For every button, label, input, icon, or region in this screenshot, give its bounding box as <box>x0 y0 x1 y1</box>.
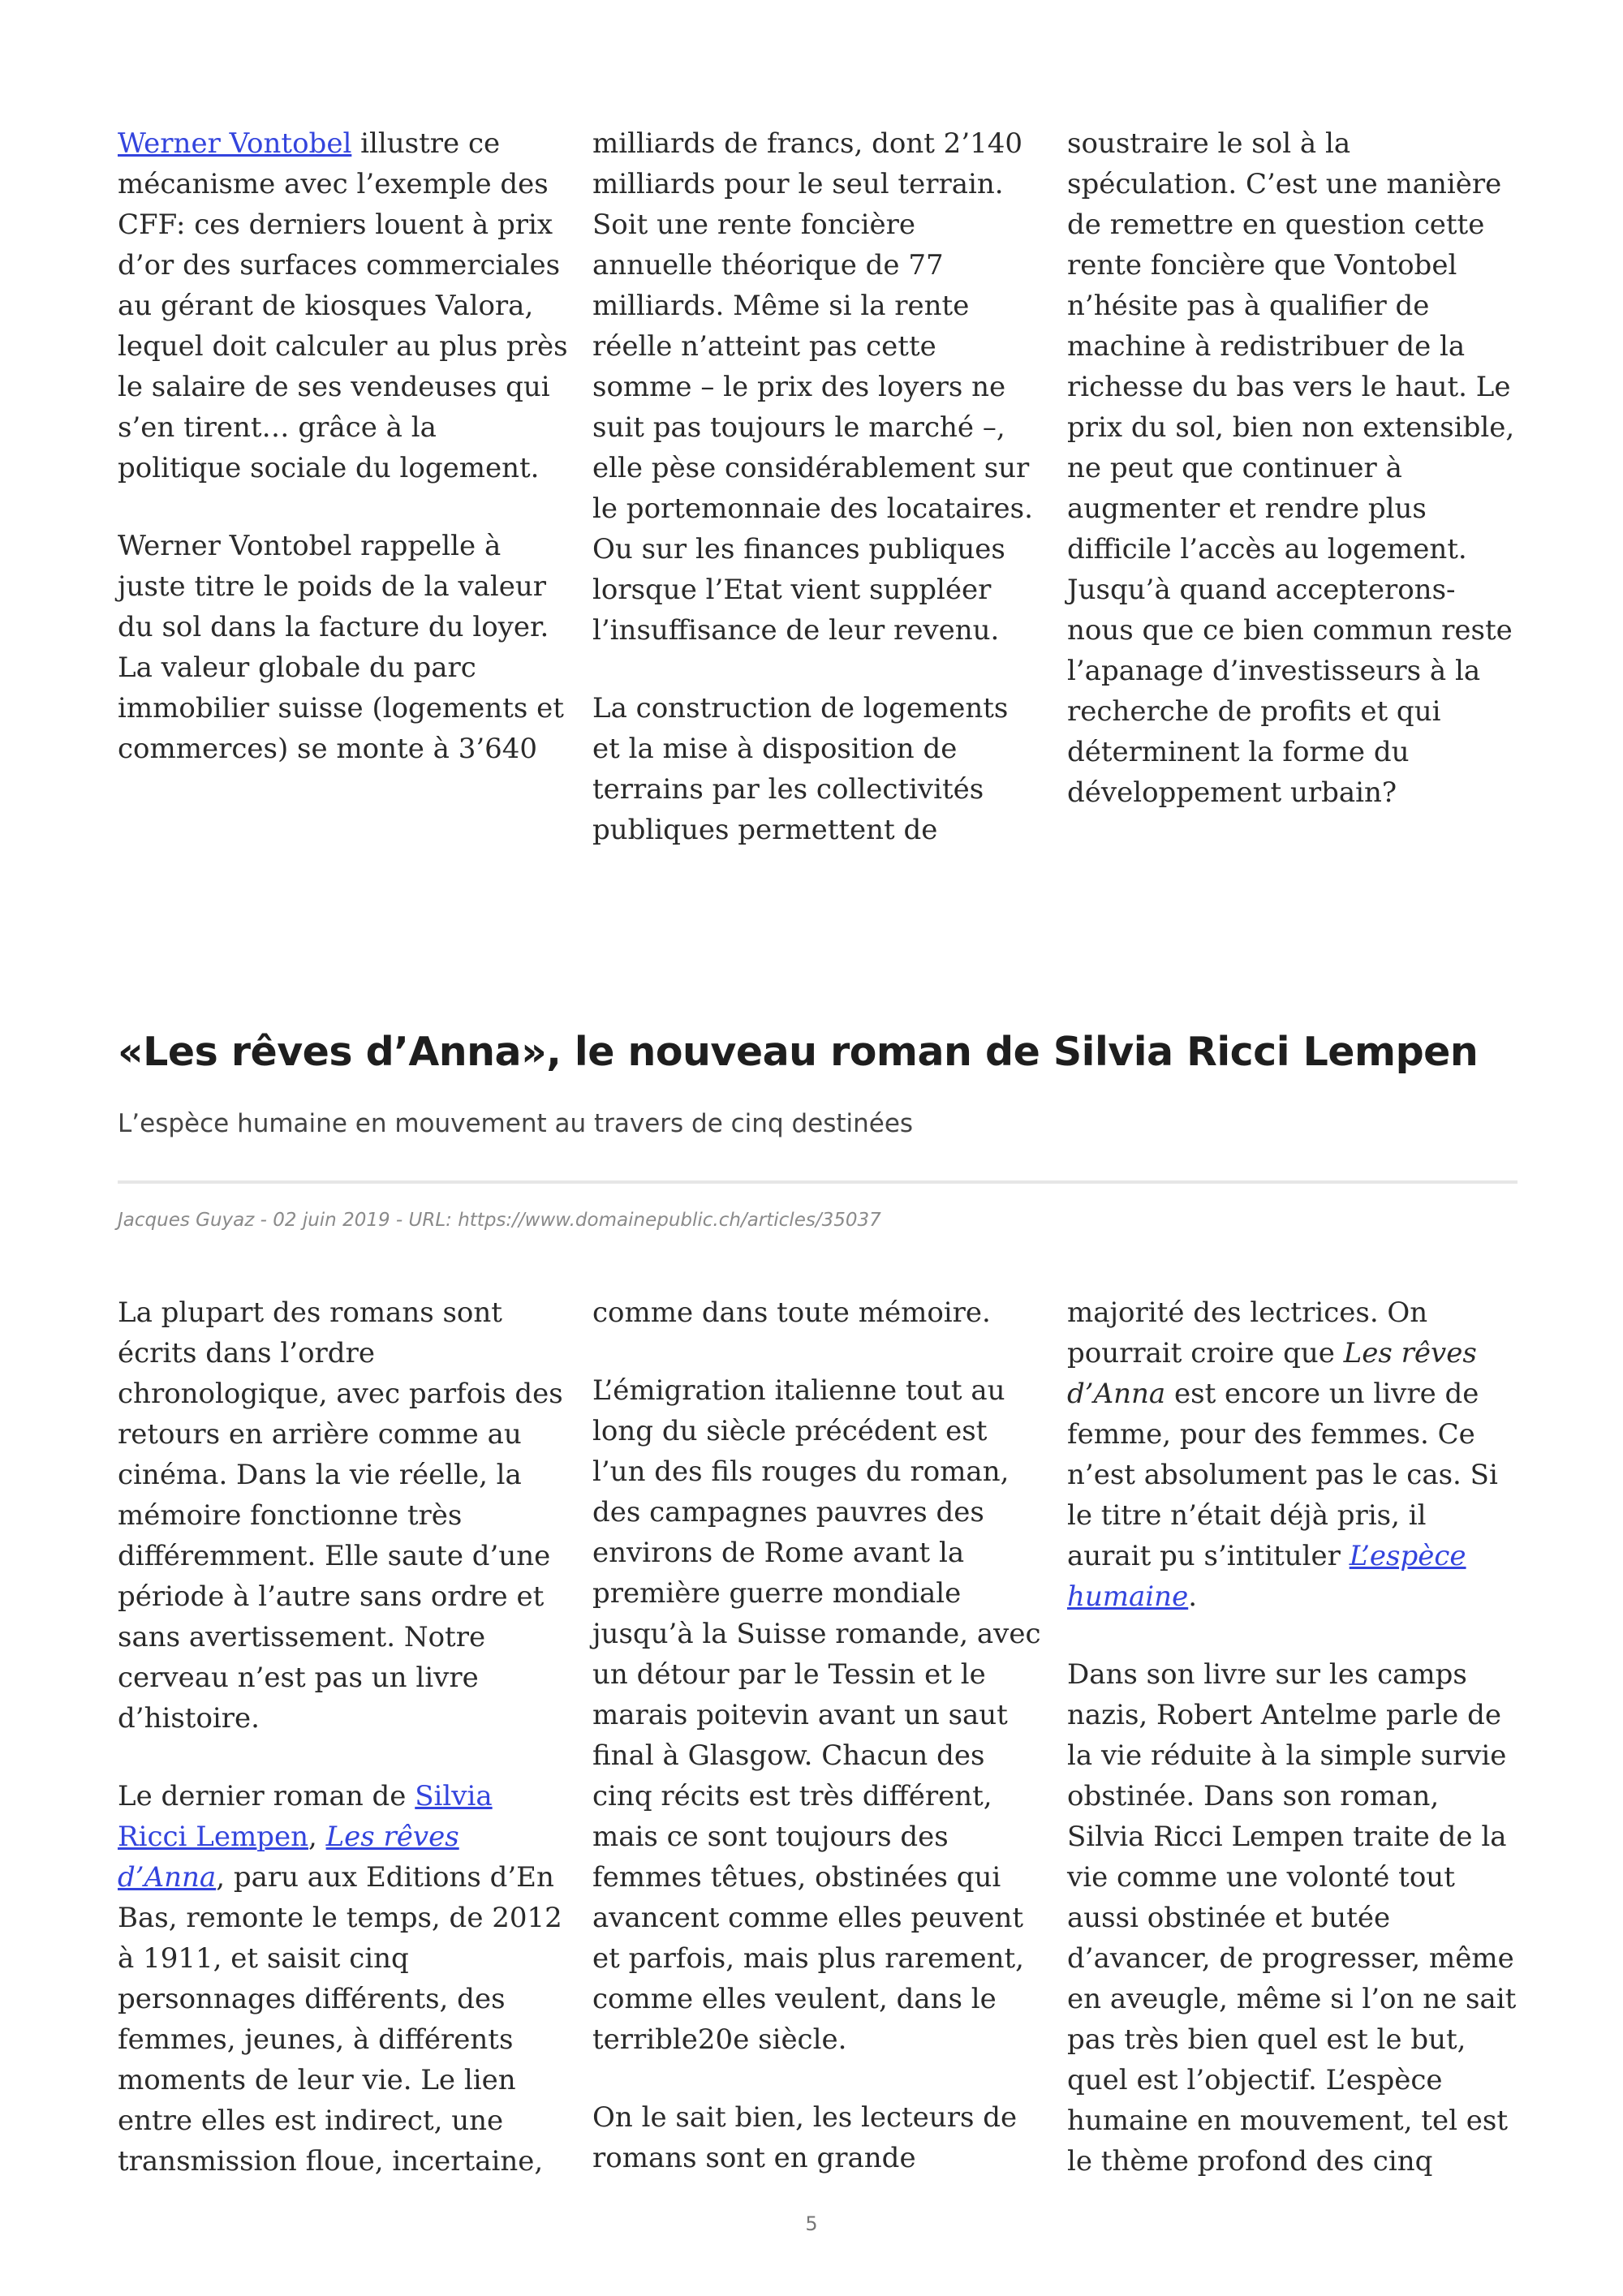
paragraph-text: Le dernier roman de <box>118 1780 415 1812</box>
book-title: L’espèce humaine <box>1067 1540 1466 1613</box>
article-2-column-1 <box>118 1292 568 2182</box>
paragraph: La plupart des romans sont écrits dans l’ordre chronologique, avec parfois des retours en arrière comme au cinéma. Dans la vie réelle, la mémoire fonctionne très différemment. Elle saute d’une période à l’autre sans ordre et sans avertissement. Notre cerveau n’est pas un livre d’histoire. <box>118 1296 563 1735</box>
paragraph <box>118 123 568 488</box>
article-title: «Les rêves d’Anna», le nouveau roman de Silvia Ricci Lempen <box>118 1029 1479 1075</box>
article-2-body <box>118 1292 1518 2182</box>
paragraph-text: , paru aux Editions d’En Bas, remonte le temps, de 2012 à 1911, et saisit cinq personnages différents, des femmes, jeunes, à différents moments de leur vie. Le lien entre elles est indirect, une transmission floue, incertaine, <box>118 1861 562 2178</box>
paragraph: On le sait bien, les lecteurs de romans sont en grande <box>592 2101 1018 2174</box>
article-subtitle: L’espèce humaine en mouvement au travers de cinq destinées <box>118 1109 914 1138</box>
book-title: Les rêves d’Anna <box>118 1821 459 1894</box>
paragraph-text: , <box>308 1821 326 1853</box>
article-2-column-2 <box>592 1292 1043 2182</box>
article-1-column-2 <box>592 123 1043 850</box>
paragraph: La construction de logements et la mise à disposition de terrains par les collectivités publiques permettent de <box>592 692 1009 846</box>
article-1-column-1 <box>118 123 568 850</box>
paragraph: soustraire le sol à la spéculation. C’est une manière de remettre en question cette rente foncière que Vontobel n’hésite pas à qualifier de machine à redistribuer de la richesse du bas vers le haut. Le prix du sol, bien non extensible, ne peut que continuer à augmenter et rendre plus difficile l’accès au logement. Jusqu’à quand accepterons-nous que ce bien commun reste l’apanage d’investisseurs à la recherche de profits et qui déterminent la forme du développement urbain? <box>1067 127 1515 809</box>
paragraph: Dans son livre sur les camps nazis, Robert Antelme parle de la vie réduite à la simple survie obstinée. Dans son roman, Silvia Ricci Lempen traite de la vie comme une volonté tout aussi obstinée et butée d’avancer, de progresser, même en aveugle, même si l’on ne sait pas très bien quel est le but, quel est l’objectif. L’espèce humaine en mouvement, tel est le thème profond des cinq <box>1067 1658 1517 2178</box>
paragraph-text: est encore un livre de femme, pour des femmes. Ce n’est absolument pas le cas. Si le titre n’était déjà pris, il aurait pu s’intituler <box>1067 1378 1498 1572</box>
silvia-ricci-lempen-link[interactable]: Silvia Ricci Lempen <box>118 1780 493 1853</box>
paragraph <box>118 1776 568 2182</box>
werner-vontobel-link[interactable]: Werner Vontobel <box>118 127 352 160</box>
paragraph-text: . <box>1188 1580 1198 1613</box>
header-divider <box>118 1180 1518 1184</box>
paragraph <box>1067 1292 1518 1617</box>
paragraph: milliards de francs, dont 2’140 milliards pour le seul terrain. Soit une rente foncière annuelle théorique de 77 milliards. Même si la rente réelle n’atteint pas cette somme – le prix des loyers ne suit pas toujours le marché –, elle pèse considérablement sur le portemonnaie des locataires. Ou sur les finances publiques lorsque l’Etat vient suppléer l’insuffisance de leur revenu. <box>592 127 1033 647</box>
book-title: Les rêves d’Anna <box>1067 1337 1477 1410</box>
paragraph-text: illustre ce mécanisme avec l’exemple des CFF: ces derniers louent à prix d’or des surfaces commerciales au gérant de kiosques Valora, lequel doit calculer au plus près le salaire de ses vendeuses qui s’en tirent… grâce à la politique sociale du logement. <box>118 127 568 484</box>
article-2-column-3 <box>1067 1292 1518 2182</box>
paragraph: L’émigration italienne tout au long du siècle précédent est l’un des fils rouges du roman, des campagnes pauvres des environs de Rome avant la première guerre mondiale jusqu’à la Suisse romande, avec un détour par le Tessin et le marais poitevin avant un saut final à Glasgow. Chacun des cinq récits est très différent, mais ce sont toujours des femmes têtues, obstinées qui avancent comme elles peuvent et parfois, mais plus rarement, comme elles veulent, dans le terrible20e siècle. <box>592 1374 1041 2056</box>
article-meta: Jacques Guyaz - 02 juin 2019 - URL: https://www.domainepublic.ch/articles/35037 <box>118 1210 881 1231</box>
article-1-column-3 <box>1067 123 1518 850</box>
paragraph: comme dans toute mémoire. <box>592 1296 991 1329</box>
paragraph: Werner Vontobel rappelle à juste titre le poids de la valeur du sol dans la facture du loyer. La valeur globale du parc immobilier suisse (logements et commerces) se monte à 3’640 <box>118 530 564 765</box>
article-1-body <box>118 123 1518 850</box>
paragraph-text: majorité des lectrices. On pourrait croire que <box>1067 1296 1428 1369</box>
page-number: 5 <box>805 2212 818 2235</box>
